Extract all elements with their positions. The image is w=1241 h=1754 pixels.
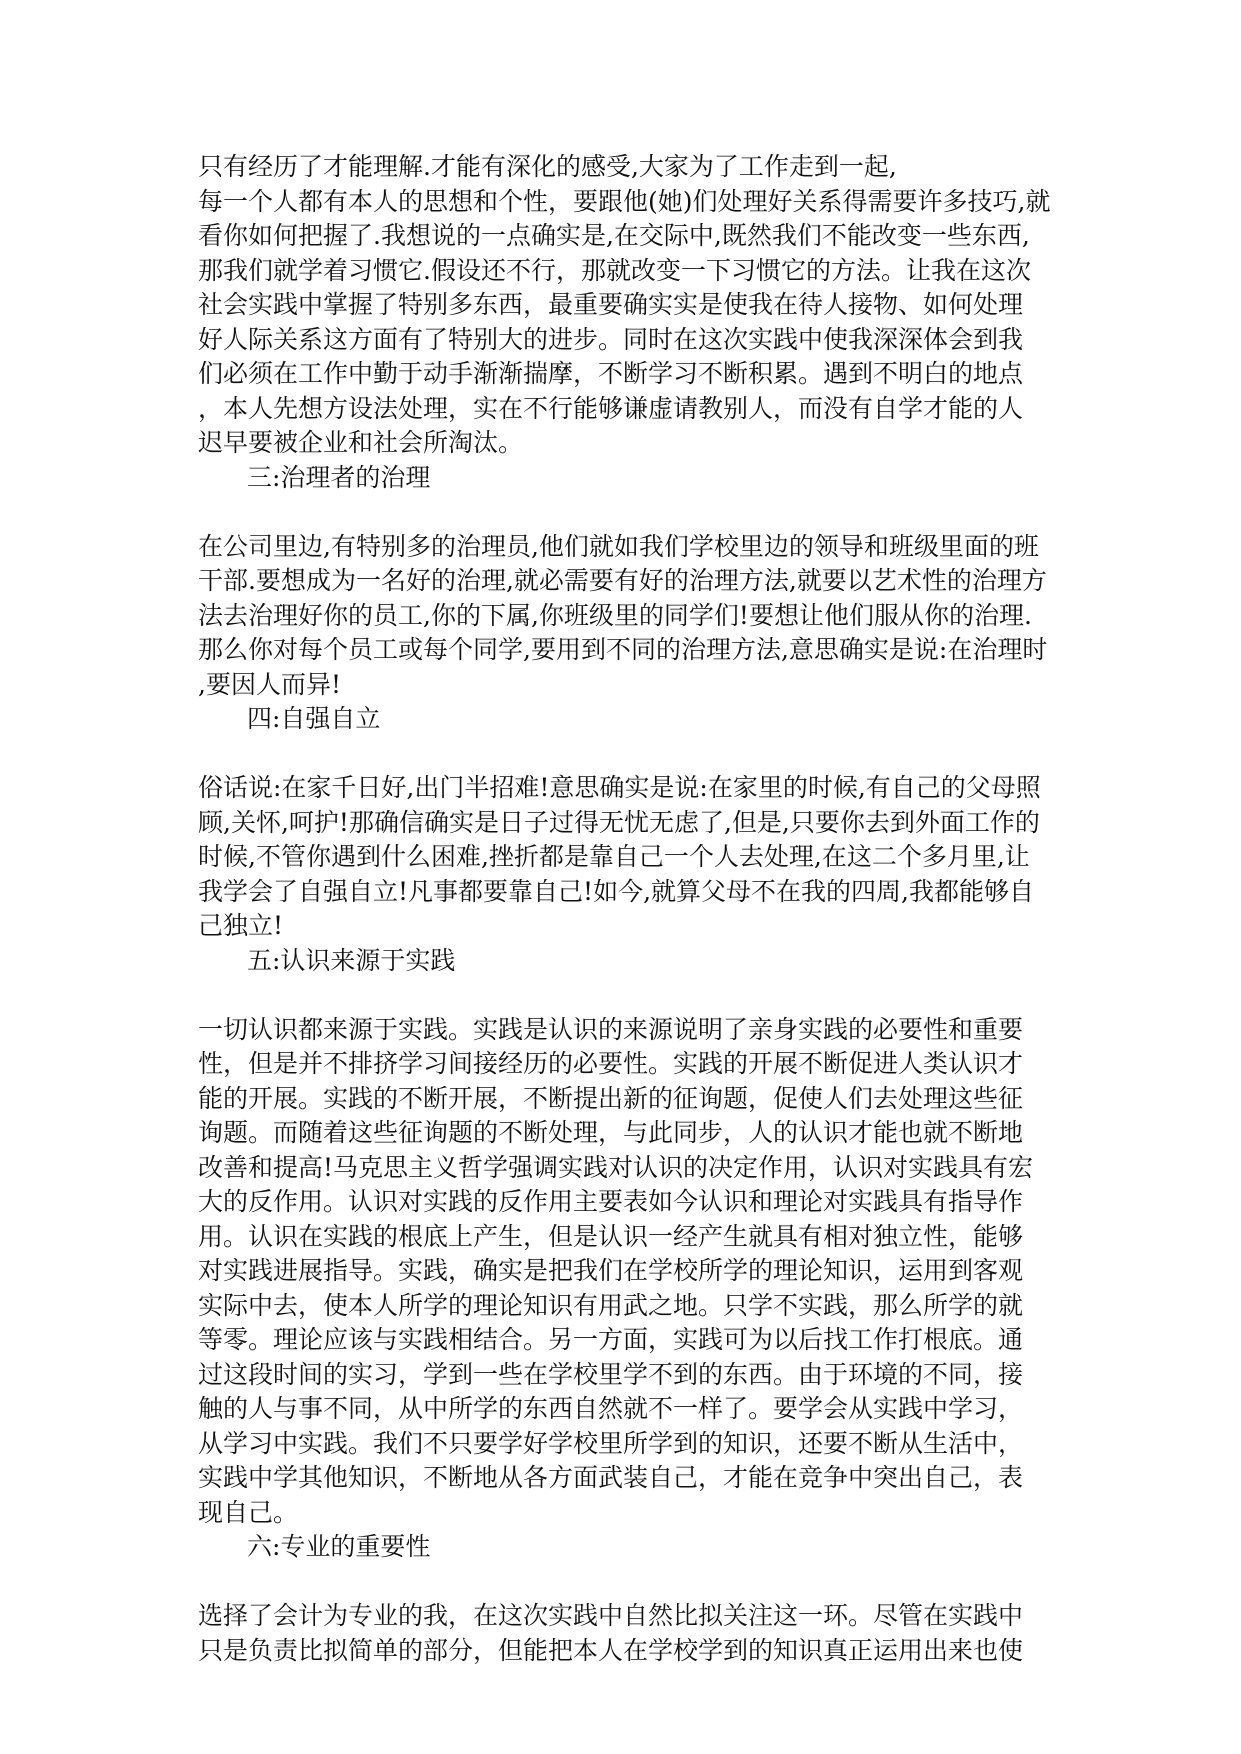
paragraph-line: 从学习中实践。我们不只要学好学校里所学到的知识，还要不断从生活中， [198, 1428, 1024, 1458]
paragraph-line: 社会实践中掌握了特别多东西，最重要确实实是使我在待人接物、如何处理 [198, 290, 1024, 319]
paragraph-line: 选择了会计为专业的我，在这次实践中自然比拟关注这一环。尽管在实践中 [198, 1601, 1024, 1630]
paragraph-line: 们必须在工作中勤于动手渐渐揣摩，不断学习不断积累。遇到不明白的地点 [198, 359, 1024, 388]
blank-line [198, 1565, 1058, 1600]
paragraph-line: 时候,不管你遇到什么困难,挫折都是靠自己一个人去处理,在这二个多月里,让 [198, 842, 1030, 871]
paragraph-line: ,要因人而异! [198, 669, 341, 699]
section-5-body [198, 1013, 1058, 1531]
paragraph-line: 性，但是并不排挤学习间接经历的必要性。实践的开展不断促进人类认识才 [198, 1049, 1024, 1078]
section-heading-4: 四:自强自立 [247, 704, 381, 733]
paragraph-line: 顾,关怀,呵护!那确信确实是日子过得无忧无虑了,但是,只要你去到外面工作的 [198, 807, 1040, 837]
paragraph-line: 己独立! [198, 911, 284, 940]
paragraph-line: 在公司里边,有特别多的治理员,他们就如我们学校里边的领导和班级里面的班 [198, 531, 1039, 561]
paragraph-line: 现自己。 [198, 1497, 299, 1527]
paragraph-line: 我学会了自强自立!凡事都要靠自己!如今,就算父母不在我的四周,我都能够自 [198, 876, 1034, 906]
section-heading-6: 六:专业的重要性 [247, 1532, 431, 1561]
section-heading-3: 三:治理者的治理 [247, 462, 431, 492]
blank-line [198, 495, 1058, 530]
blank-line [198, 978, 1058, 1013]
paragraph-line: 实践中学其他知识，不断地从各方面武装自己，才能在竞争中突出自己，表 [198, 1463, 1024, 1492]
paragraph-line: 对实践进展指导。实践，确实是把我们在学校所学的理论知识，运用到客观 [198, 1256, 1024, 1285]
paragraph-line: 那么你对每个员工或每个同学,要用到不同的治理方法,意思确实是说:在治理时 [198, 635, 1048, 664]
paragraph-line: 等零。理论应该与实践相结合。另一方面，实践可为以后找工作打根底。通 [198, 1325, 1024, 1354]
paragraph-line: 干部.要想成为一名好的治理,就必需要有好的治理方法,就要以艺术性的治理方 [198, 566, 1047, 595]
paragraph-line: 过这段时间的实习，学到一些在学校里学不到的东西。由于环境的不同，接 [198, 1359, 1024, 1389]
section-intro [198, 150, 1058, 461]
paragraph-line: 触的人与事不同，从中所学的东西自然就不一样了。要学会从实践中学习， [198, 1394, 1024, 1423]
paragraph-line: 只有经历了才能理解.才能有深化的感受,大家为了工作走到一起, [198, 152, 897, 181]
paragraph-line: 改善和提高!马克思主义哲学强调实践对认识的决定作用，认识对实践具有宏 [198, 1152, 1034, 1182]
section-4-body [198, 771, 1058, 944]
paragraph-line: 能的开展。实践的不断开展，不断提出新的征询题，促使人们去处理这些征 [198, 1083, 1024, 1113]
paragraph-line: 实际中去，使本人所学的理论知识有用武之地。只学不实践，那么所学的就 [198, 1290, 1024, 1320]
paragraph-line: 每一个人都有本人的思想和个性，要跟他(她)们处理好关系得需要许多技巧,就 [198, 186, 1051, 216]
section-6-body [198, 1599, 1058, 1668]
paragraph-line: 一切认识都来源于实践。实践是认识的来源说明了亲身实践的必要性和重要 [198, 1014, 1024, 1044]
section-heading-5: 五:认识来源于实践 [247, 945, 456, 975]
paragraph-line: 只是负责比拟简单的部分，但能把本人在学校学到的知识真正运用出来也使 [198, 1635, 1024, 1665]
paragraph-line: 大的反作用。认识对实践的反作用主要表如今认识和理论对实践具有指导作 [198, 1187, 1024, 1216]
blank-line [198, 737, 1058, 772]
paragraph-line: 询题。而随着这些征询题的不断处理，与此同步，人的认识才能也就不断地 [198, 1118, 1024, 1147]
paragraph-line: 用。认识在实践的根底上产生，但是认识一经产生就具有相对独立性，能够 [198, 1221, 1024, 1251]
paragraph-line: 那我们就学着习惯它.假设还不行，那就改变一下习惯它的方法。让我在这次 [198, 255, 1031, 285]
paragraph-line: 法去治理好你的员工,你的下属,你班级里的同学们!要想让他们服从你的治理. [198, 600, 1032, 630]
document-page [198, 150, 1058, 1668]
paragraph-line: 好人际关系这方面有了特别大的进步。同时在这次实践中使我深深体会到我 [198, 324, 1024, 354]
paragraph-line: 看你如何把握了.我想说的一点确实是,在交际中,既然我们不能改变一些东西, [198, 221, 1030, 250]
paragraph-line: 迟早要被企业和社会所淘汰。 [198, 428, 524, 457]
paragraph-line: ，本人先想方设法处理，实在不行能够谦虚请教别人，而没有自学才能的人 [198, 393, 1024, 423]
section-3-body [198, 530, 1058, 703]
paragraph-line: 俗话说:在家千日好,出门半招难!意思确实是说:在家里的时候,有自己的父母照 [198, 773, 1041, 802]
